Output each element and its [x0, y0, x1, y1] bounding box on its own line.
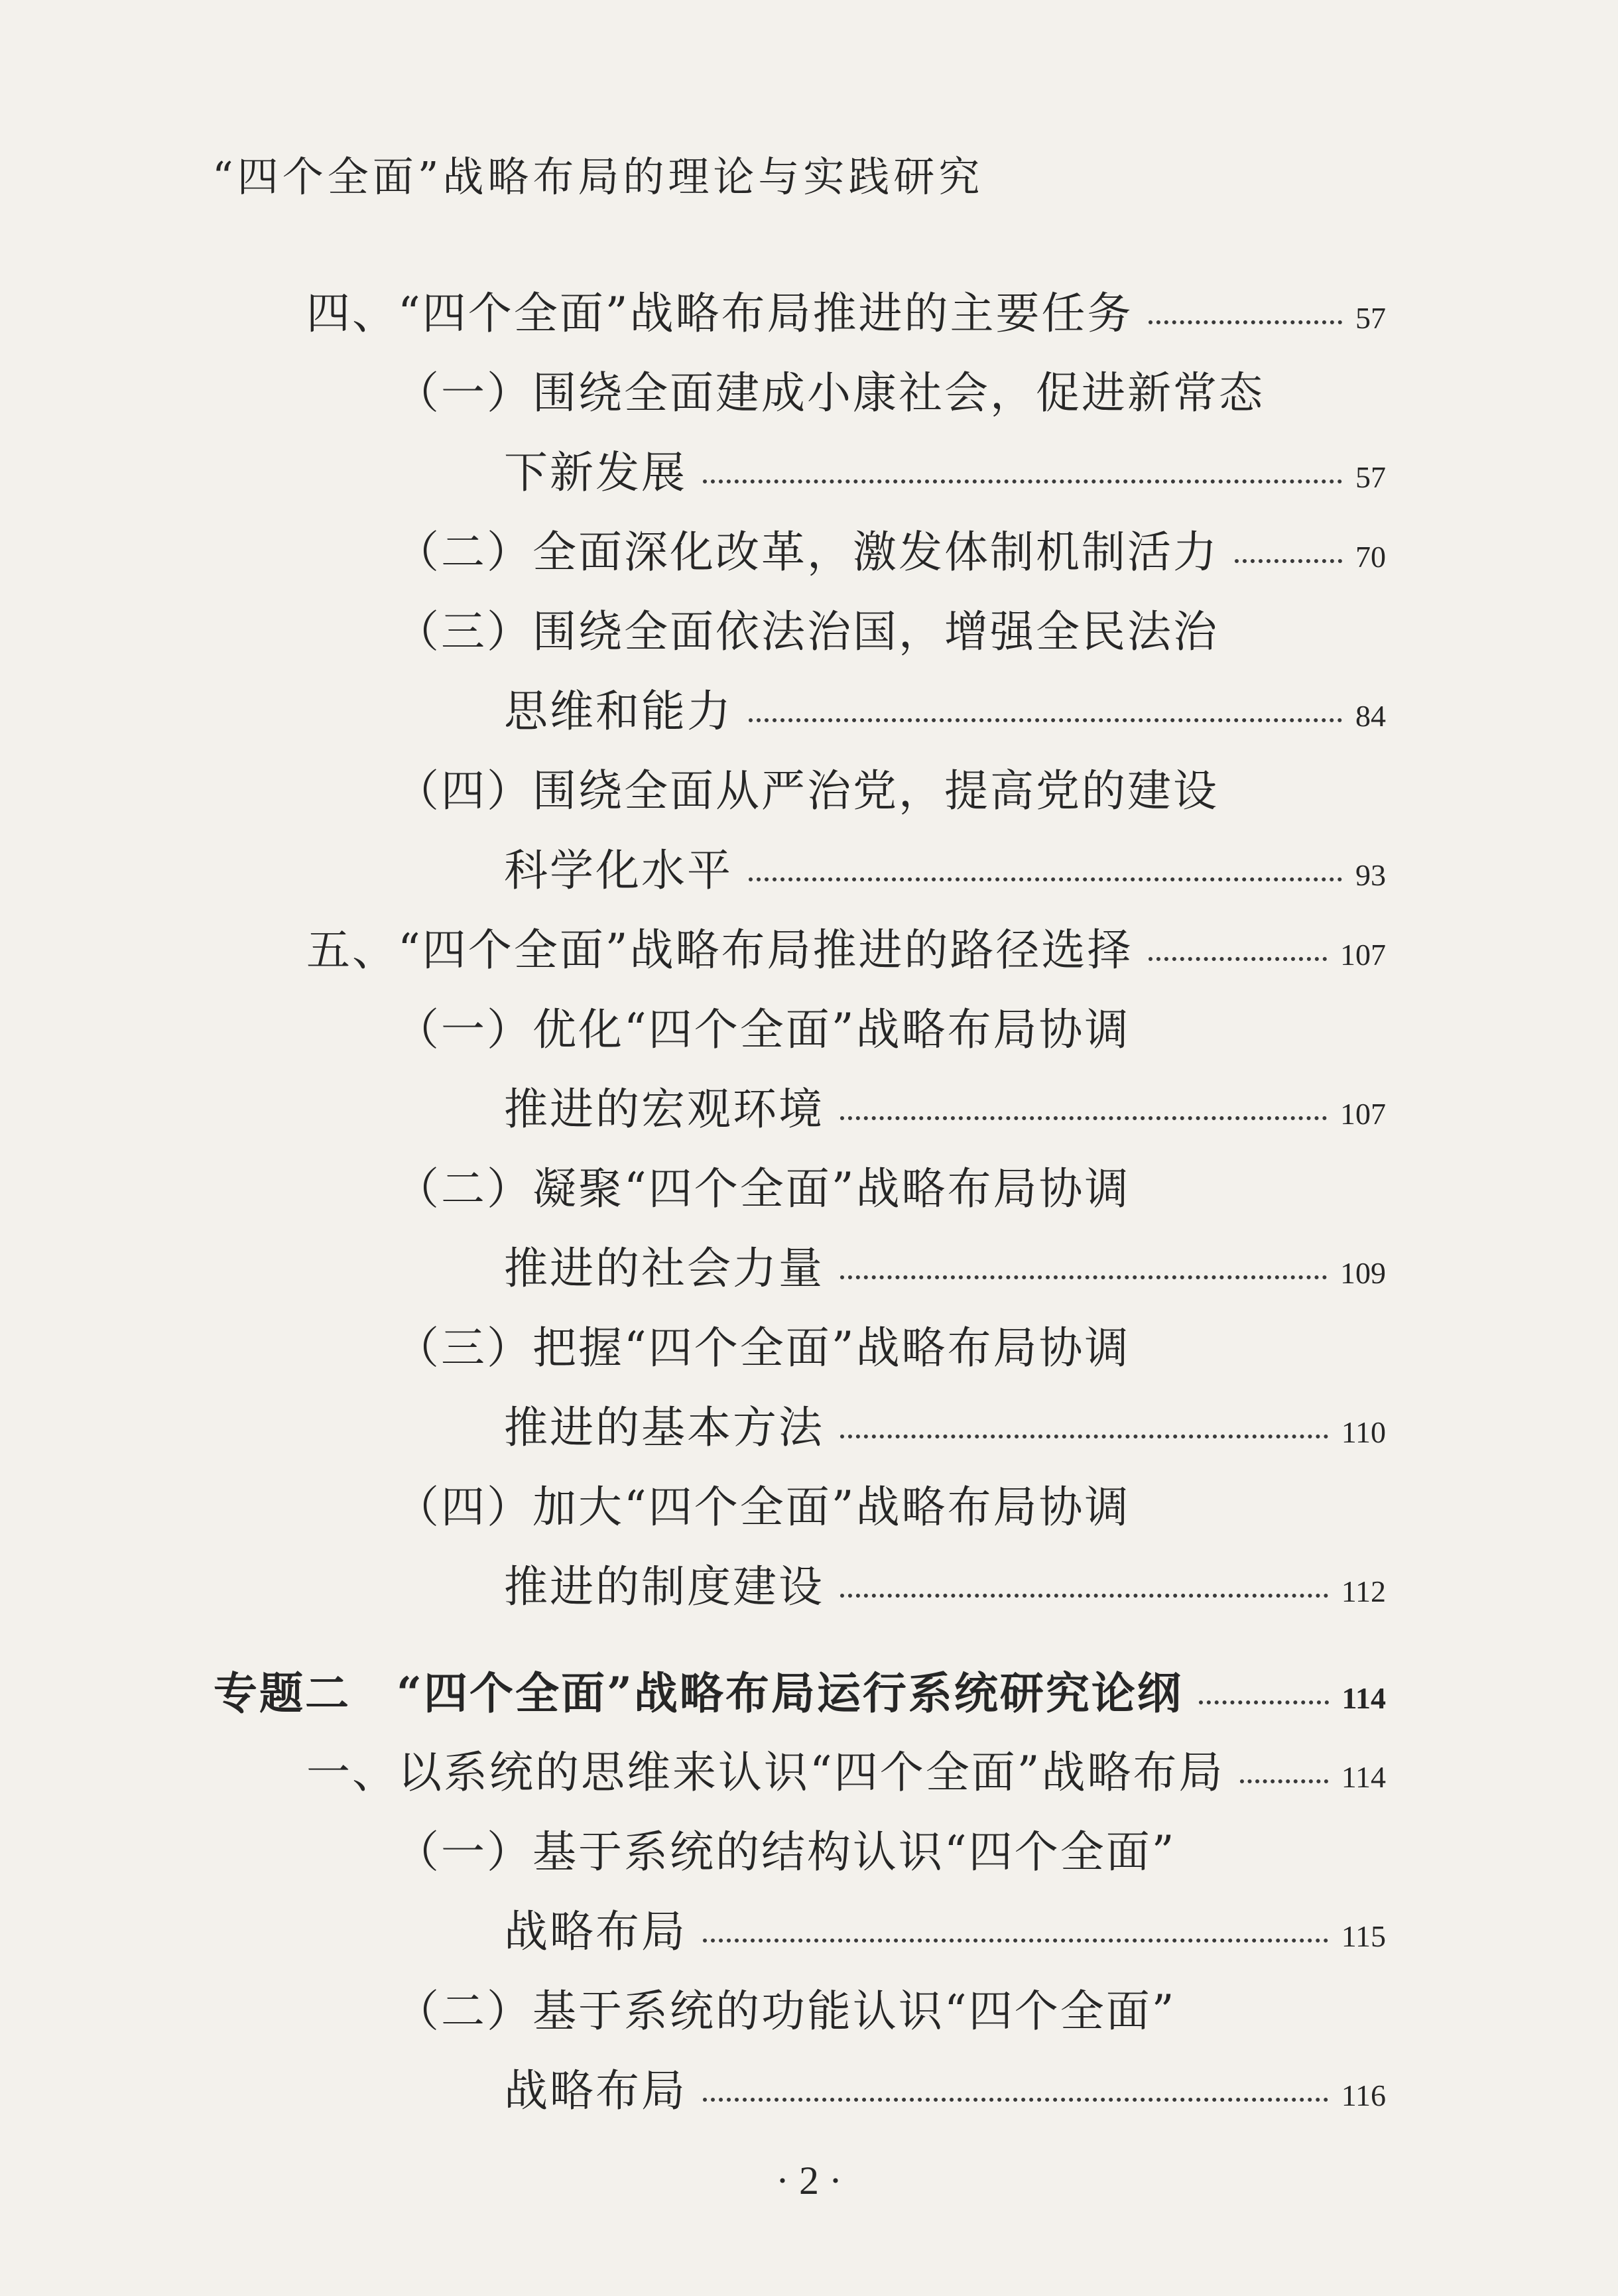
toc-page-number: 57: [1355, 460, 1386, 494]
toc-entry-title: 下新发展: [504, 447, 687, 498]
toc-entry[interactable]: [504, 845, 1386, 896]
toc-entry-title: （三）围绕全面依法治国，增强全民法治: [395, 606, 1219, 657]
toc-page-number: 70: [1355, 540, 1386, 574]
toc-page-number: 114: [1341, 1760, 1386, 1794]
toc-leader-dots: [749, 718, 1342, 722]
toc-leader-dots: [703, 479, 1342, 483]
toc-entry[interactable]: [504, 1906, 1386, 1957]
page-footer-number: · 2 ·: [776, 2159, 842, 2202]
toc-leader-dots: [703, 2098, 1328, 2102]
toc-page-number: 114: [1341, 1681, 1386, 1715]
toc-entry[interactable]: [395, 1163, 1386, 1214]
toc-entry[interactable]: [306, 1747, 1386, 1798]
toc-entry-title: 科学化水平: [504, 845, 733, 896]
toc-entry[interactable]: [504, 1402, 1386, 1453]
toc-entry-title: （四）加大“四个全面”战略布局协调: [395, 1482, 1131, 1533]
toc-entry[interactable]: [504, 1561, 1386, 1612]
toc-entry-title: （二）凝聚“四个全面”战略布局协调: [395, 1163, 1131, 1214]
toc-entry[interactable]: [395, 367, 1386, 418]
toc-entry[interactable]: [395, 1826, 1386, 1878]
toc-entry[interactable]: [395, 1482, 1386, 1533]
toc-page-number: 110: [1341, 1415, 1386, 1449]
running-header: “四个全面”战略布局的理论与实践研究: [212, 153, 984, 201]
toc-page-number: 107: [1340, 938, 1386, 972]
toc-entry[interactable]: [504, 1243, 1386, 1294]
toc-entry-title: 四、“四个全面”战略布局推进的主要任务: [306, 288, 1133, 339]
toc-leader-dots: [1149, 957, 1327, 961]
toc-page-number: 93: [1355, 858, 1386, 892]
toc-entry-title: （二）全面深化改革，激发体制机制活力: [395, 527, 1219, 578]
toc-entry-title: 推进的宏观环境: [504, 1084, 824, 1135]
toc-entry-title: （二）基于系统的功能认识“四个全面”: [395, 1986, 1176, 2037]
toc-page-number: 107: [1340, 1097, 1386, 1131]
toc-entry-title: 思维和能力: [504, 686, 733, 737]
toc-entry-title: 一、以系统的思维来认识“四个全面”战略布局: [306, 1747, 1225, 1798]
toc-leader-dots: [1235, 559, 1342, 563]
toc-page-number: 115: [1341, 1919, 1386, 1953]
toc-leader-dots: [703, 1939, 1328, 1943]
toc-entry-title: 专题二 “四个全面”战略布局运行系统研究论纲: [214, 1667, 1183, 1719]
toc-entry[interactable]: [395, 606, 1386, 657]
toc-entry-title: 五、“四个全面”战略布局推进的路径选择: [306, 925, 1133, 976]
toc-entry-title: 战略布局: [504, 2065, 687, 2116]
toc-leader-dots: [749, 877, 1342, 881]
toc-page-number: 112: [1341, 1574, 1386, 1608]
toc-entry[interactable]: [395, 527, 1386, 578]
toc-entry[interactable]: [504, 2065, 1386, 2116]
toc-entry[interactable]: [306, 925, 1386, 976]
toc-page-number: 116: [1341, 2078, 1386, 2112]
toc-entry[interactable]: [504, 686, 1386, 737]
toc-entry-title: （一）围绕全面建成小康社会，促进新常态: [395, 367, 1265, 418]
toc-entry[interactable]: [395, 1322, 1386, 1373]
toc-entry-title: 推进的基本方法: [504, 1402, 824, 1453]
toc-leader-dots: [840, 1435, 1328, 1438]
toc-entry[interactable]: [395, 1986, 1386, 2037]
toc-entry[interactable]: [395, 765, 1386, 816]
toc-entry-title: （四）围绕全面从严治党，提高党的建设: [395, 765, 1219, 816]
toc-entry[interactable]: [504, 447, 1386, 498]
toc-entry-title: （一）优化“四个全面”战略布局协调: [395, 1004, 1131, 1055]
toc-entry-title: （三）把握“四个全面”战略布局协调: [395, 1322, 1131, 1373]
toc-leader-dots: [840, 1275, 1327, 1279]
toc-leader-dots: [840, 1116, 1327, 1120]
toc-leader-dots: [1240, 1779, 1328, 1783]
toc-entry-title: （一）基于系统的结构认识“四个全面”: [395, 1826, 1176, 1878]
toc-entry-title: 战略布局: [504, 1906, 687, 1957]
toc-entry-topic[interactable]: [214, 1667, 1386, 1719]
toc-leader-dots: [840, 1594, 1328, 1598]
toc-leader-dots: [1199, 1700, 1329, 1704]
toc-entry[interactable]: [306, 288, 1386, 339]
toc-entry[interactable]: [504, 1084, 1386, 1135]
toc-entry-title: 推进的制度建设: [504, 1561, 824, 1612]
toc-page-number: 84: [1355, 699, 1386, 733]
toc-entry-title: 推进的社会力量: [504, 1243, 824, 1294]
toc-page-number: 57: [1355, 301, 1386, 335]
toc-leader-dots: [1149, 320, 1342, 324]
toc-entry[interactable]: [395, 1004, 1386, 1055]
toc-page-number: 109: [1340, 1256, 1386, 1290]
